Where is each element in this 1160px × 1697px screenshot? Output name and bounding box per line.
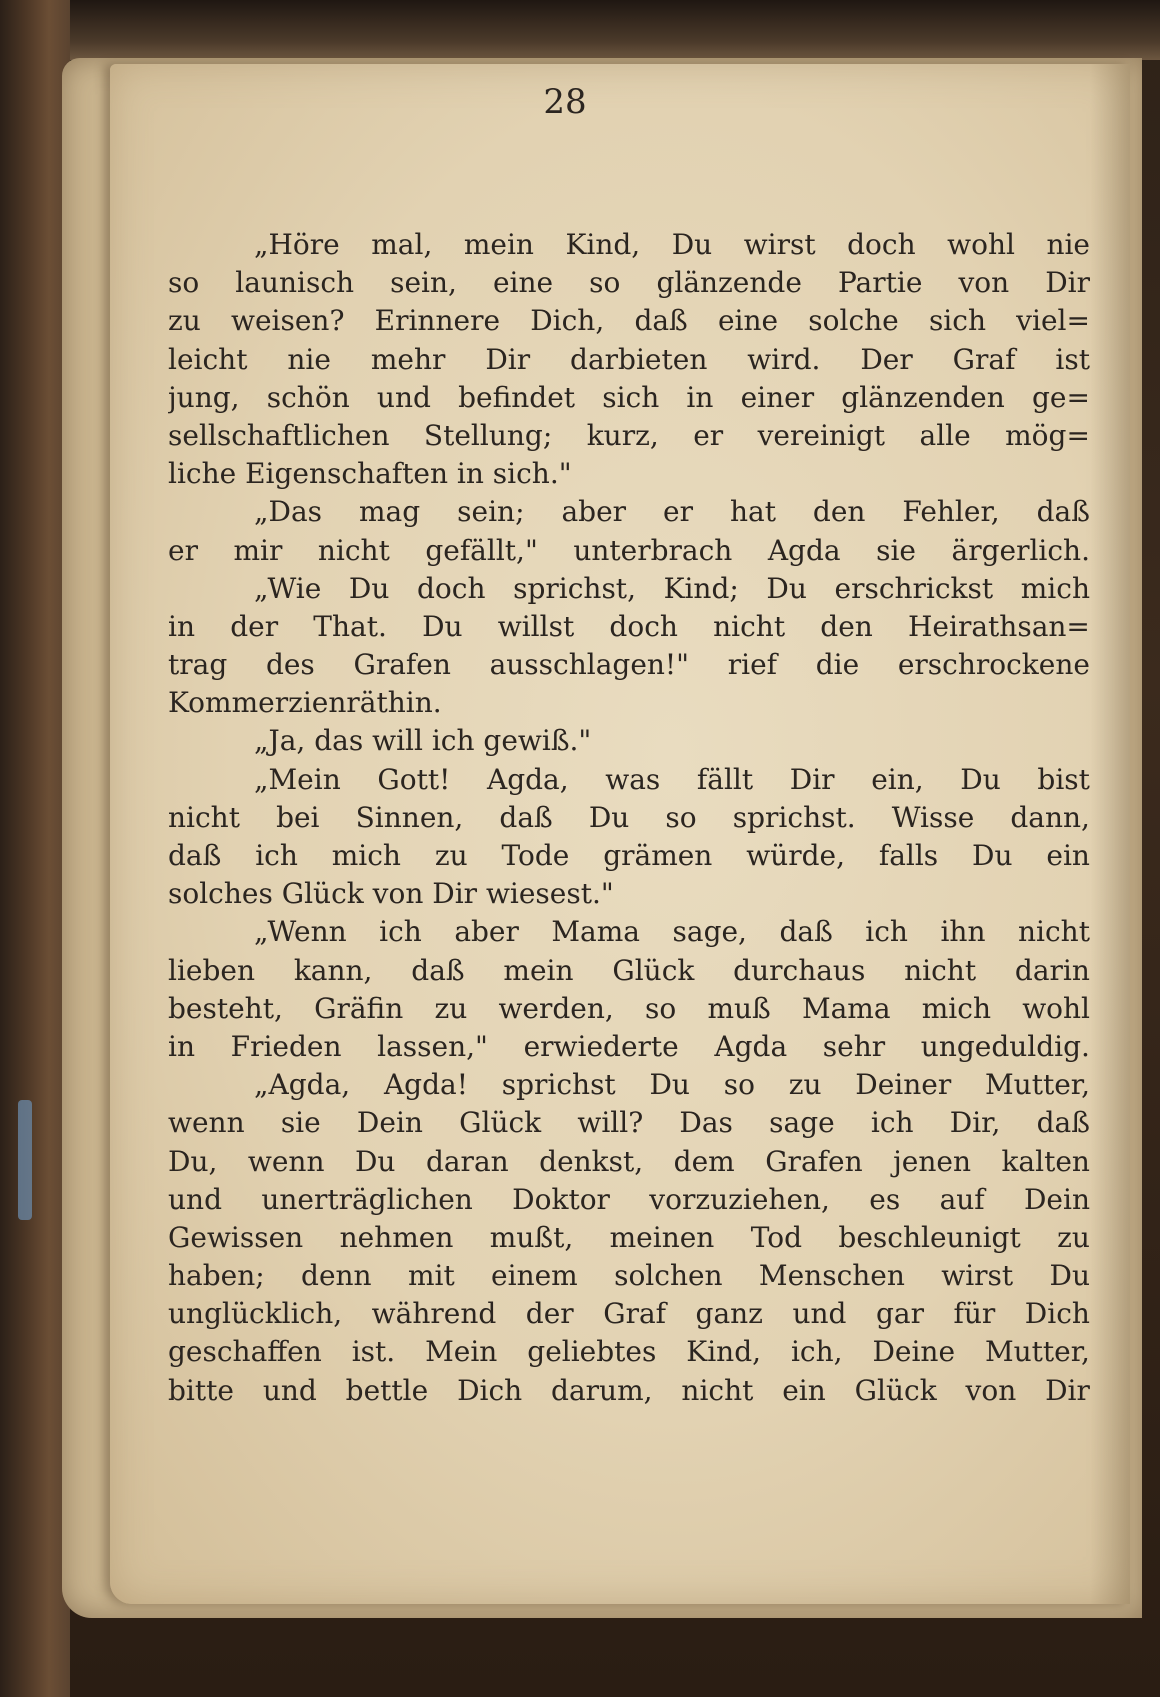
book-cover-top — [0, 0, 1160, 60]
text-line: Du, wenn Du daran denkst, dem Grafen jenen kalten — [168, 1144, 1090, 1178]
text-line: sellschaftlichen Stellung; kurz, er vereinigt alle mög= — [168, 418, 1090, 452]
book-cover-spine — [0, 0, 70, 1697]
text-line: Gewissen nehmen mußt, meinen Tod beschleunigt zu — [168, 1220, 1090, 1254]
text-line: so launisch sein, eine so glänzende Partie von Dir — [168, 266, 1090, 300]
text-line: „Wenn ich aber Mama sage, daß ich ihn nicht — [254, 915, 1090, 949]
text-line: „Mein Gott! Agda, was fällt Dir ein, Du bist — [254, 762, 1090, 796]
text-line: trag des Grafen ausschlagen!" rief die erschrockene — [168, 648, 1090, 682]
cover-blue-mark — [18, 1100, 32, 1220]
text-line: geschaffen ist. Mein geliebtes Kind, ich, Deine Mutter, — [168, 1335, 1090, 1369]
text-line: in der That. Du willst doch nicht den Heirathsan= — [168, 609, 1090, 643]
text-line: „Ja, das will ich gewiß." — [254, 724, 592, 758]
text-line: „Agda, Agda! sprichst Du so zu Deiner Mutter, — [254, 1068, 1090, 1102]
body-text — [168, 226, 1090, 1410]
text-line: lieben kann, daß mein Glück durchaus nicht darin — [168, 953, 1090, 987]
text-line: leicht nie mehr Dir darbieten wird. Der Graf ist — [168, 342, 1090, 376]
text-line: jung, schön und befindet sich in einer glänzenden ge= — [168, 380, 1090, 414]
text-line: wenn sie Dein Glück will? Das sage ich Dir, daß — [168, 1106, 1090, 1140]
text-line: zu weisen? Erinnere Dich, daß eine solche sich viel= — [168, 304, 1090, 338]
text-line: „Das mag sein; aber er hat den Fehler, daß — [254, 495, 1090, 529]
text-line: „Höre mal, mein Kind, Du wirst doch wohl nie — [254, 228, 1090, 261]
page-gutter-shadow — [1090, 64, 1130, 1604]
text-line: bitte und bettle Dich darum, nicht ein Glück von Dir — [168, 1373, 1090, 1407]
text-line: daß ich mich zu Tode grämen würde, falls Du ein — [168, 839, 1090, 872]
text-line: haben; denn mit einem solchen Menschen wirst Du — [168, 1259, 1090, 1293]
text-line: „Wie Du doch sprichst, Kind; Du erschrickst mich — [254, 571, 1090, 605]
text-line: nicht bei Sinnen, daß Du so sprichst. Wisse dann, — [168, 800, 1090, 834]
text-line: liche Eigenschaften in sich." — [168, 457, 572, 491]
text-line: Kommerzienräthin. — [168, 686, 442, 720]
text-line: in Frieden lassen," erwiederte Agda sehr ungeduldig. — [168, 1029, 1090, 1063]
text-line: und unerträglichen Doktor vorzuziehen, es auf Dein — [168, 1182, 1090, 1216]
text-line: besteht, Gräfin zu werden, so muß Mama mich wohl — [168, 991, 1090, 1025]
page-number: 28 — [543, 82, 587, 122]
text-line: unglücklich, während der Graf ganz und gar für Dich — [168, 1297, 1090, 1331]
text-line: solches Glück von Dir wiesest." — [168, 877, 614, 911]
text-line: er mir nicht gefällt," unterbrach Agda sie ärgerlich. — [168, 533, 1090, 567]
